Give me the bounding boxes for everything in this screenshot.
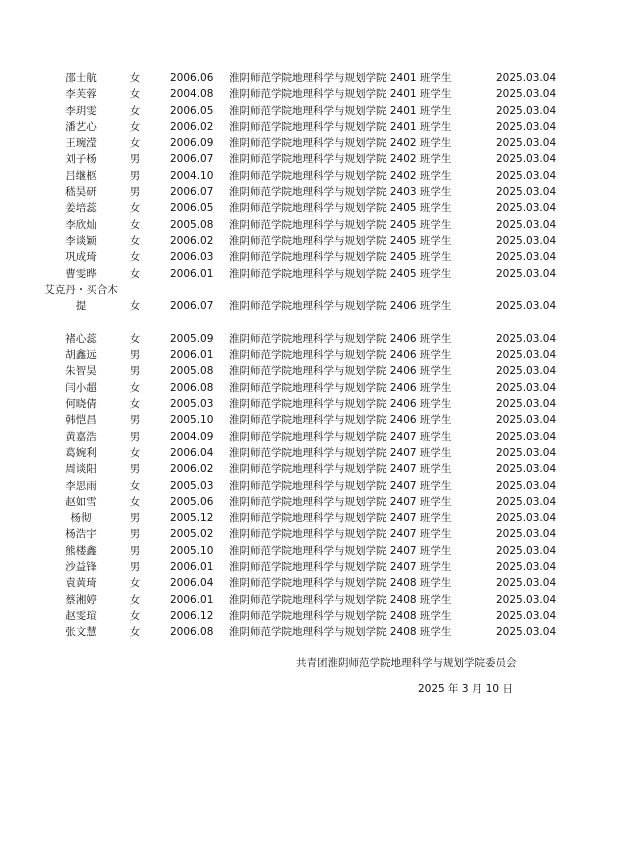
member-gender: 女: [129, 104, 141, 117]
member-name: 邵士航: [65, 72, 97, 84]
member-gender: 女: [129, 234, 141, 247]
member-gender: 男: [129, 528, 141, 541]
issue-date: 2025 年 3 月 10 日: [418, 683, 513, 695]
member-name: 嵇昊研: [65, 186, 97, 199]
member-join-date: 2025.03.04: [496, 267, 557, 280]
member-affiliation: 淮阴师范学院地理科学与规划学院 2403 班学生: [229, 186, 452, 199]
member-birth-date: 2005.06: [170, 495, 214, 508]
member-join-date: 2025.03.04: [496, 609, 557, 622]
member-gender: 女: [129, 495, 141, 508]
member-join-date: 2025.03.04: [496, 120, 557, 133]
member-name: 姜培蕊: [65, 202, 97, 215]
member-affiliation: 淮阴师范学院地理科学与规划学院 2405 班学生: [229, 234, 452, 247]
member-gender: 男: [129, 349, 141, 362]
member-gender: 女: [129, 609, 141, 622]
member-affiliation: 淮阴师范学院地理科学与规划学院 2407 班学生: [229, 528, 452, 541]
member-affiliation: 淮阴师范学院地理科学与规划学院 2408 班学生: [229, 577, 452, 590]
member-join-date: 2025.03.04: [496, 544, 557, 557]
member-gender: 男: [129, 430, 141, 443]
member-name: 蔡湘婷: [65, 593, 97, 606]
member-gender: 男: [129, 169, 141, 182]
member-name: 韩恺昌: [65, 414, 97, 427]
member-gender: 女: [129, 218, 141, 231]
member-affiliation: 淮阴师范学院地理科学与规划学院 2406 班学生: [229, 349, 452, 362]
roster-row: [0, 396, 617, 412]
member-birth-date: 2006.06: [170, 72, 214, 84]
member-gender: 女: [129, 479, 141, 492]
member-birth-date: 2006.02: [170, 234, 214, 247]
roster-row: [0, 526, 617, 542]
member-birth-date: 2006.01: [170, 349, 214, 362]
member-affiliation: 淮阴师范学院地理科学与规划学院 2402 班学生: [229, 169, 452, 182]
member-affiliation: 淮阴师范学院地理科学与规划学院 2408 班学生: [229, 593, 452, 606]
member-join-date: 2025.03.04: [496, 72, 557, 84]
roster-row: [0, 168, 617, 184]
member-join-date: 2025.03.04: [496, 381, 557, 394]
member-birth-date: 2005.08: [170, 218, 214, 231]
member-affiliation: 淮阴师范学院地理科学与规划学院 2408 班学生: [229, 626, 452, 639]
member-birth-date: 2006.07: [170, 153, 214, 166]
member-name: 朱智昊: [65, 365, 97, 378]
member-birth-date: 2006.02: [170, 463, 214, 476]
member-name: 杨浩宇: [65, 528, 97, 541]
member-join-date: 2025.03.04: [496, 479, 557, 492]
roster-row: [0, 575, 617, 591]
member-gender: 女: [129, 251, 141, 264]
member-affiliation: 淮阴师范学院地理科学与规划学院 2407 班学生: [229, 561, 452, 574]
member-gender: 男: [129, 414, 141, 427]
member-join-date: 2025.03.04: [496, 169, 557, 182]
member-join-date: 2025.03.04: [496, 137, 557, 150]
member-join-date: 2025.03.04: [496, 398, 557, 411]
member-affiliation: 淮阴师范学院地理科学与规划学院 2407 班学生: [229, 463, 452, 476]
member-name: 张文慧: [65, 626, 97, 639]
member-name: 胡鑫远: [65, 349, 97, 362]
roster-row: [0, 249, 617, 265]
member-join-date: 2025.03.04: [496, 577, 557, 590]
member-birth-date: 2005.02: [170, 528, 214, 541]
member-name: 王琬滢: [65, 137, 97, 150]
member-gender: 女: [129, 577, 141, 590]
member-birth-date: 2005.10: [170, 414, 214, 427]
roster-table: [0, 70, 617, 641]
roster-row: [0, 478, 617, 494]
member-birth-date: 2006.07: [170, 300, 214, 313]
member-name: 潘艺心: [65, 120, 97, 133]
member-birth-date: 2006.07: [170, 186, 214, 199]
member-name: 熊楼鑫: [65, 544, 97, 557]
member-birth-date: 2004.08: [170, 88, 214, 101]
member-join-date: 2025.03.04: [496, 234, 557, 247]
member-gender: 女: [129, 88, 141, 101]
member-affiliation: 淮阴师范学院地理科学与规划学院 2407 班学生: [229, 446, 452, 459]
member-affiliation: 淮阴师范学院地理科学与规划学院 2401 班学生: [229, 104, 452, 117]
member-name: 曹雯晔: [65, 267, 97, 280]
member-affiliation: 淮阴师范学院地理科学与规划学院 2406 班学生: [229, 365, 452, 378]
member-name: 闫小超: [65, 381, 97, 394]
member-name: 杨彻: [70, 512, 92, 525]
member-gender: 男: [129, 463, 141, 476]
member-join-date: 2025.03.04: [496, 349, 557, 362]
member-affiliation: 淮阴师范学院地理科学与规划学院 2406 班学生: [229, 398, 452, 411]
member-birth-date: 2005.10: [170, 544, 214, 557]
roster-row: [0, 429, 617, 445]
member-join-date: 2025.03.04: [496, 104, 557, 117]
roster-row: [0, 412, 617, 428]
roster-row: [0, 282, 617, 331]
member-join-date: 2025.03.04: [496, 88, 557, 101]
member-birth-date: 2005.09: [170, 332, 214, 345]
member-join-date: 2025.03.04: [496, 446, 557, 459]
member-join-date: 2025.03.04: [496, 251, 557, 264]
member-name: 巩成琦: [65, 251, 97, 264]
member-gender: 女: [129, 72, 141, 84]
roster-row: [0, 608, 617, 624]
roster-row: [0, 445, 617, 461]
member-gender: 男: [129, 186, 141, 199]
member-name: 刘子杨: [65, 153, 97, 166]
member-gender: 女: [129, 202, 141, 215]
roster-row: [0, 494, 617, 510]
member-gender: 女: [129, 300, 141, 313]
member-birth-date: 2006.04: [170, 577, 214, 590]
member-name: 何晓倩: [65, 398, 97, 411]
member-gender: 女: [129, 626, 141, 639]
roster-row: [0, 200, 617, 216]
member-join-date: 2025.03.04: [496, 218, 557, 231]
member-birth-date: 2005.12: [170, 512, 214, 525]
member-join-date: 2025.03.04: [496, 332, 557, 345]
member-name: 葛婉利: [65, 446, 97, 459]
member-name: 沙益锋: [65, 561, 97, 574]
member-affiliation: 淮阴师范学院地理科学与规划学院 2402 班学生: [229, 153, 452, 166]
roster-row: [0, 266, 617, 282]
member-birth-date: 2006.03: [170, 251, 214, 264]
member-join-date: 2025.03.04: [496, 561, 557, 574]
member-affiliation: 淮阴师范学院地理科学与规划学院 2407 班学生: [229, 430, 452, 443]
member-birth-date: 2006.04: [170, 446, 214, 459]
member-affiliation: 淮阴师范学院地理科学与规划学院 2407 班学生: [229, 495, 452, 508]
member-birth-date: 2005.08: [170, 365, 214, 378]
member-birth-date: 2006.01: [170, 561, 214, 574]
member-birth-date: 2006.12: [170, 609, 214, 622]
member-birth-date: 2006.01: [170, 593, 214, 606]
issuing-organization: 共青团淮阴师范学院地理科学与规划学院委员会: [296, 657, 517, 669]
roster-row: [0, 624, 617, 640]
member-affiliation: 淮阴师范学院地理科学与规划学院 2405 班学生: [229, 202, 452, 215]
member-birth-date: 2004.09: [170, 430, 214, 443]
member-affiliation: 淮阴师范学院地理科学与规划学院 2406 班学生: [229, 381, 452, 394]
member-birth-date: 2006.08: [170, 381, 214, 394]
roster-row: [0, 217, 617, 233]
member-join-date: 2025.03.04: [496, 186, 557, 199]
member-name: 李玥雯: [65, 104, 97, 117]
member-join-date: 2025.03.04: [496, 626, 557, 639]
member-affiliation: 淮阴师范学院地理科学与规划学院 2406 班学生: [229, 332, 452, 345]
member-affiliation: 淮阴师范学院地理科学与规划学院 2408 班学生: [229, 609, 452, 622]
roster-row: [0, 119, 617, 135]
member-name: 李谈颖: [65, 234, 97, 247]
member-join-date: 2025.03.04: [496, 495, 557, 508]
roster-row: [0, 103, 617, 119]
member-birth-date: 2006.08: [170, 626, 214, 639]
member-affiliation: 淮阴师范学院地理科学与规划学院 2405 班学生: [229, 267, 452, 280]
member-gender: 女: [129, 332, 141, 345]
member-gender: 女: [129, 398, 141, 411]
member-birth-date: 2005.03: [170, 479, 214, 492]
member-birth-date: 2006.05: [170, 202, 214, 215]
member-gender: 男: [129, 365, 141, 378]
member-join-date: 2025.03.04: [496, 202, 557, 215]
member-birth-date: 2006.02: [170, 120, 214, 133]
member-join-date: 2025.03.04: [496, 528, 557, 541]
member-birth-date: 2006.01: [170, 267, 214, 280]
member-affiliation: 淮阴师范学院地理科学与规划学院 2405 班学生: [229, 218, 452, 231]
member-affiliation: 淮阴师范学院地理科学与规划学院 2406 班学生: [229, 414, 452, 427]
roster-row: [0, 233, 617, 249]
member-name: 袁黄琦: [65, 577, 97, 590]
roster-row: [0, 86, 617, 102]
member-birth-date: 2005.03: [170, 398, 214, 411]
roster-row: [0, 510, 617, 526]
member-gender: 女: [129, 381, 141, 394]
member-name: 吕继柩: [65, 169, 97, 182]
member-join-date: 2025.03.04: [496, 463, 557, 476]
member-affiliation: 淮阴师范学院地理科学与规划学院 2401 班学生: [229, 72, 452, 84]
member-name: 艾克丹・买合木提: [44, 283, 118, 313]
member-join-date: 2025.03.04: [496, 593, 557, 606]
member-join-date: 2025.03.04: [496, 365, 557, 378]
member-join-date: 2025.03.04: [496, 300, 557, 313]
member-name: 赵雯瑄: [65, 609, 97, 622]
member-gender: 男: [129, 512, 141, 525]
roster-row: [0, 151, 617, 167]
roster-row: [0, 347, 617, 363]
member-gender: 女: [129, 120, 141, 133]
member-gender: 男: [129, 544, 141, 557]
roster-row: [0, 559, 617, 575]
member-name: 赵如雪: [65, 495, 97, 508]
member-affiliation: 淮阴师范学院地理科学与规划学院 2406 班学生: [229, 300, 452, 313]
member-affiliation: 淮阴师范学院地理科学与规划学院 2401 班学生: [229, 88, 452, 101]
member-join-date: 2025.03.04: [496, 414, 557, 427]
member-affiliation: 淮阴师范学院地理科学与规划学院 2401 班学生: [229, 120, 452, 133]
member-birth-date: 2006.09: [170, 137, 214, 150]
member-affiliation: 淮阴师范学院地理科学与规划学院 2407 班学生: [229, 512, 452, 525]
member-name: 李欣灿: [65, 218, 97, 231]
member-birth-date: 2004.10: [170, 169, 214, 182]
roster-row: [0, 135, 617, 151]
member-birth-date: 2006.05: [170, 104, 214, 117]
roster-row: [0, 461, 617, 477]
roster-row: [0, 184, 617, 200]
member-name: 黄嘉浩: [65, 430, 97, 443]
member-gender: 男: [129, 561, 141, 574]
roster-row: [0, 331, 617, 347]
roster-row: [0, 592, 617, 608]
member-affiliation: 淮阴师范学院地理科学与规划学院 2407 班学生: [229, 544, 452, 557]
roster-row: [0, 70, 617, 86]
member-join-date: 2025.03.04: [496, 153, 557, 166]
member-affiliation: 淮阴师范学院地理科学与规划学院 2407 班学生: [229, 479, 452, 492]
roster-row: [0, 363, 617, 379]
member-name: 褚心蕊: [65, 332, 97, 345]
member-name: 周谈阳: [65, 463, 97, 476]
member-gender: 女: [129, 593, 141, 606]
roster-row: [0, 380, 617, 396]
member-join-date: 2025.03.04: [496, 430, 557, 443]
roster-row: [0, 543, 617, 559]
member-gender: 男: [129, 153, 141, 166]
member-gender: 女: [129, 446, 141, 459]
member-gender: 女: [129, 137, 141, 150]
member-affiliation: 淮阴师范学院地理科学与规划学院 2402 班学生: [229, 137, 452, 150]
member-name: 李芙蓉: [65, 88, 97, 101]
member-gender: 女: [129, 267, 141, 280]
member-affiliation: 淮阴师范学院地理科学与规划学院 2405 班学生: [229, 251, 452, 264]
member-join-date: 2025.03.04: [496, 512, 557, 525]
member-name: 李思雨: [65, 479, 97, 492]
